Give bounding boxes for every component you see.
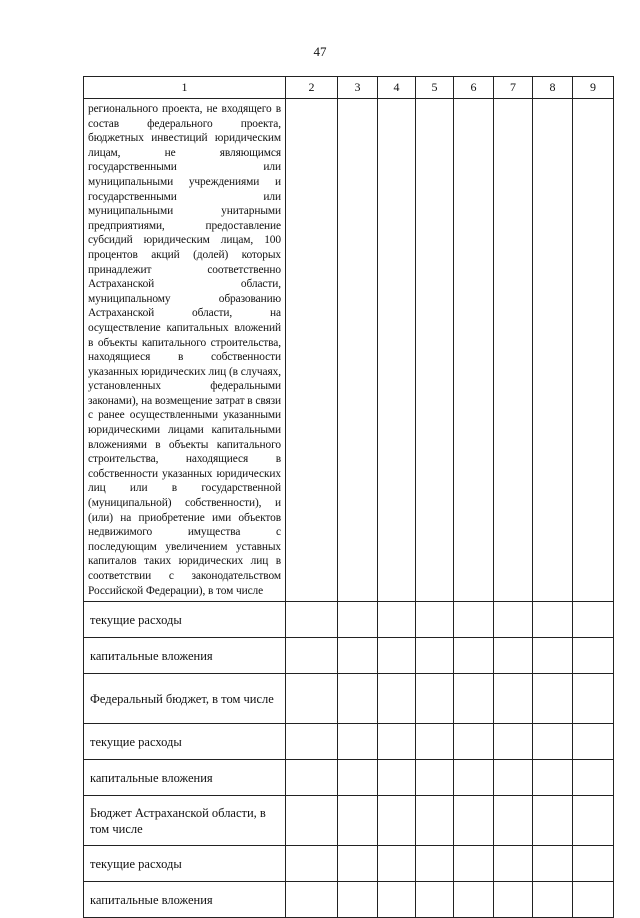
table-cell (378, 796, 416, 846)
table-cell (533, 846, 573, 882)
table-cell (338, 638, 378, 674)
table-row-main (84, 99, 614, 602)
table-row (84, 674, 614, 724)
column-header-8: 8 (533, 77, 573, 99)
column-header-6: 6 (454, 77, 494, 99)
table-cell (378, 724, 416, 760)
table-cell (286, 602, 338, 638)
table-cell (416, 724, 454, 760)
table-cell (454, 602, 494, 638)
table-cell (494, 724, 533, 760)
table-row (84, 846, 614, 882)
row-label: текущие расходы (84, 846, 286, 882)
table-cell (416, 638, 454, 674)
table-cell (338, 724, 378, 760)
table-cell (454, 882, 494, 918)
table-cell (573, 99, 614, 602)
table-cell (286, 882, 338, 918)
table-cell (286, 760, 338, 796)
table-cell (573, 724, 614, 760)
table-cell (533, 882, 573, 918)
table-cell (378, 882, 416, 918)
column-header-2: 2 (286, 77, 338, 99)
row-description: регионального проекта, не входящего в состав федерального проекта, бюджетных инвестиций юридическим лицам, не являющимся государственными или муниципальными учреждениями и государственными или муниципальными унитарными предприятиями, предоставление субсидий юридическим лицам, 100 процентов акций (долей) которых принадлежит соответственно Астраханской области, муниципальному образованию Астраханской области, на осуществление капитальных вложений в объекты капитального строительства, находящиеся в собственности указанных юридических лиц (в случаях, установленных федеральными законами), на возмещение затрат в связи с ранее осуществленными указанными юридическими лицами капитальными вложениями в объекты капитального строительства, находящиеся в собственности указанных юридических лиц или в государственной (муниципальной) собственности), и (или) на приобретение ими объектов недвижимого имущества с последующим увеличением уставных капиталов таких юридических лиц в соответствии с законодательством Российской Федерации), в том числе (84, 99, 286, 602)
table-cell (454, 760, 494, 796)
table-cell (338, 674, 378, 724)
table-cell (416, 796, 454, 846)
table-cell (378, 760, 416, 796)
budget-table (83, 76, 614, 918)
table-cell (378, 99, 416, 602)
table-cell (338, 846, 378, 882)
table-cell (454, 638, 494, 674)
table-cell (416, 674, 454, 724)
row-label: капитальные вложения (84, 638, 286, 674)
table-cell (573, 674, 614, 724)
table-cell (338, 602, 378, 638)
table-cell (416, 99, 454, 602)
table-cell (416, 602, 454, 638)
table-row (84, 638, 614, 674)
table-cell (416, 882, 454, 918)
table-cell (494, 674, 533, 724)
column-header-7: 7 (494, 77, 533, 99)
table-cell (573, 796, 614, 846)
table-cell (573, 882, 614, 918)
table-cell (573, 602, 614, 638)
table-cell (286, 846, 338, 882)
column-header-4: 4 (378, 77, 416, 99)
table-cell (416, 760, 454, 796)
table-cell (454, 674, 494, 724)
column-header-5: 5 (416, 77, 454, 99)
table-cell (533, 724, 573, 760)
table-cell (533, 674, 573, 724)
table-cell (494, 846, 533, 882)
table-cell (378, 638, 416, 674)
table-cell (573, 846, 614, 882)
table-row (84, 602, 614, 638)
table-cell (533, 602, 573, 638)
table-cell (494, 796, 533, 846)
header-row (84, 77, 614, 99)
row-label: капитальные вложения (84, 760, 286, 796)
table-cell (286, 724, 338, 760)
table-cell (454, 796, 494, 846)
table-cell (533, 99, 573, 602)
table-cell (286, 638, 338, 674)
column-header-3: 3 (338, 77, 378, 99)
column-header-1: 1 (84, 77, 286, 99)
table-cell (454, 724, 494, 760)
table-cell (454, 846, 494, 882)
row-label: Федеральный бюджет, в том числе (84, 674, 286, 724)
table-row (84, 724, 614, 760)
table-cell (494, 99, 533, 602)
table-cell (286, 674, 338, 724)
page-number: 47 (313, 44, 327, 59)
table-cell (573, 638, 614, 674)
row-label: капитальные вложения (84, 882, 286, 918)
table-cell (494, 638, 533, 674)
table-cell (454, 99, 494, 602)
table-cell (494, 760, 533, 796)
table-cell (338, 796, 378, 846)
row-label: Бюджет Астраханской области, в том числе (84, 796, 286, 846)
table-cell (533, 760, 573, 796)
table-cell (573, 760, 614, 796)
table-cell (416, 846, 454, 882)
table-cell (286, 99, 338, 602)
column-header-9: 9 (573, 77, 614, 99)
table-cell (533, 796, 573, 846)
table-row (84, 760, 614, 796)
table-cell (378, 602, 416, 638)
table-row (84, 796, 614, 846)
table-cell (338, 760, 378, 796)
row-label: текущие расходы (84, 724, 286, 760)
row-label: текущие расходы (84, 602, 286, 638)
table-cell (494, 602, 533, 638)
table-cell (494, 882, 533, 918)
table-cell (378, 846, 416, 882)
table-cell (378, 674, 416, 724)
table-cell (286, 796, 338, 846)
table-cell (533, 638, 573, 674)
table-cell (338, 882, 378, 918)
table-row (84, 882, 614, 918)
table-cell (338, 99, 378, 602)
